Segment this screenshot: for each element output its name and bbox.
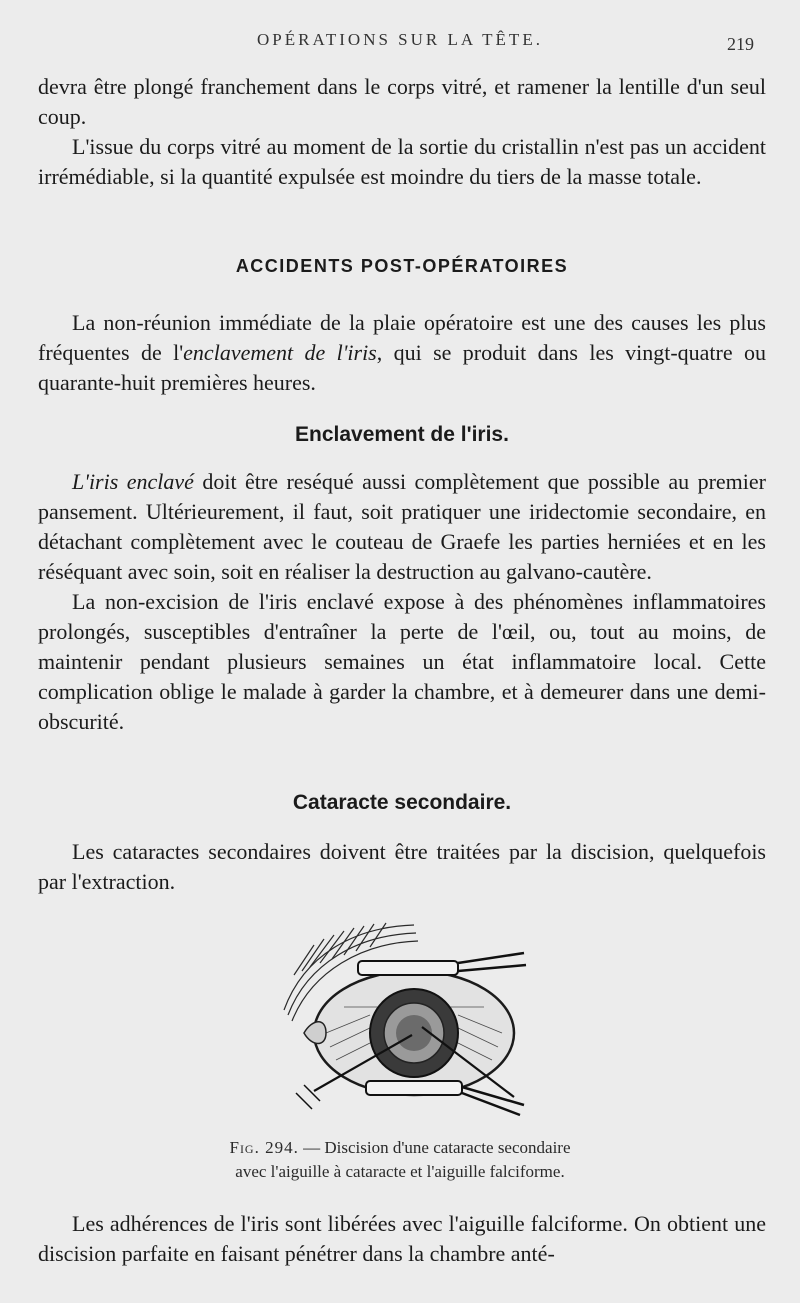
- italic-term: L'iris enclavé: [72, 469, 194, 494]
- text-run: La non-réunion immédiate de la plaie opératoire est une des causes les plus fréquentes de l': [38, 310, 766, 365]
- heading-accidents: ACCIDENTS POST-OPÉRATOIRES: [235, 256, 569, 276]
- text-block-cataracte: [38, 837, 766, 897]
- heading-cataracte: Cataracte secondaire.: [292, 791, 512, 814]
- text-block-enclavement: [38, 467, 766, 737]
- text-block-top: [38, 72, 766, 192]
- text-run: doit être reséqué aussi complètement que possible au premier pansement. Ultérieurement, il faut, soit pratiquer une iridectomie secondaire, en détachant complètement avec le couteau de Graefe les parties herniées et en les réséquant avec soin, soit en réaliser la destruction au galvano-cautère.: [38, 469, 766, 584]
- running-title: OPÉRATIONS SUR LA TÊTE.: [257, 30, 543, 49]
- eye-surgery-engraving-icon: [274, 915, 542, 1125]
- paragraph-cataractes: Les cataractes secondaires doivent être traitées par la discision, quelquefois par l'extraction.: [38, 839, 766, 894]
- paragraph-non-excision: La non-excision de l'iris enclavé expose à des phénomènes inflammatoires prolongés, susceptibles d'entraîner la perte de l'œil, ou, tout au moins, de maintenir pendant plusieurs semaines un état inflammatoire local. Cette complication oblige le malade à garder la chambre, et à demeurer dans une demi-obscurité.: [38, 589, 766, 734]
- caption-text: — Discision d'une cataracte secondaire: [298, 1138, 571, 1157]
- paragraph-continued: devra être plongé franchement dans le corps vitré, et ramener la lentille d'un seul coup.: [38, 74, 766, 129]
- paragraph-iris-enclave: [38, 467, 766, 587]
- section-accidents: [38, 256, 766, 277]
- caption-line-2: avec l'aiguille à cataracte et l'aiguille falciforme.: [235, 1162, 565, 1181]
- text-block-accidents: [38, 308, 766, 398]
- text-run: , qui se produit dans les vingt-quatre ou quarante-huit premières heures.: [38, 340, 766, 395]
- figure-label: Fig. 294.: [229, 1138, 299, 1157]
- paragraph-adherences: Les adhérences de l'iris sont libérées avec l'aiguille falciforme. On obtient une discision parfaite en faisant pénétrer dans la chambre anté-: [38, 1211, 766, 1266]
- text-block-bottom: [38, 1209, 766, 1269]
- heading-enclavement: Enclavement de l'iris.: [295, 423, 509, 446]
- paragraph-vitreous: L'issue du corps vitré au moment de la sortie du cristallin n'est pas un accident irrémédiable, si la quantité expulsée est moindre du tiers de la masse totale.: [38, 134, 766, 189]
- page-number: 219: [727, 34, 754, 54]
- section-cataracte: [38, 791, 766, 815]
- figure-caption: [120, 1136, 680, 1184]
- caption-line-1: [120, 1136, 680, 1160]
- italic-term: enclavement de l'iris: [183, 340, 377, 365]
- paragraph-nonreunion: [38, 308, 766, 398]
- section-enclavement: [38, 423, 766, 447]
